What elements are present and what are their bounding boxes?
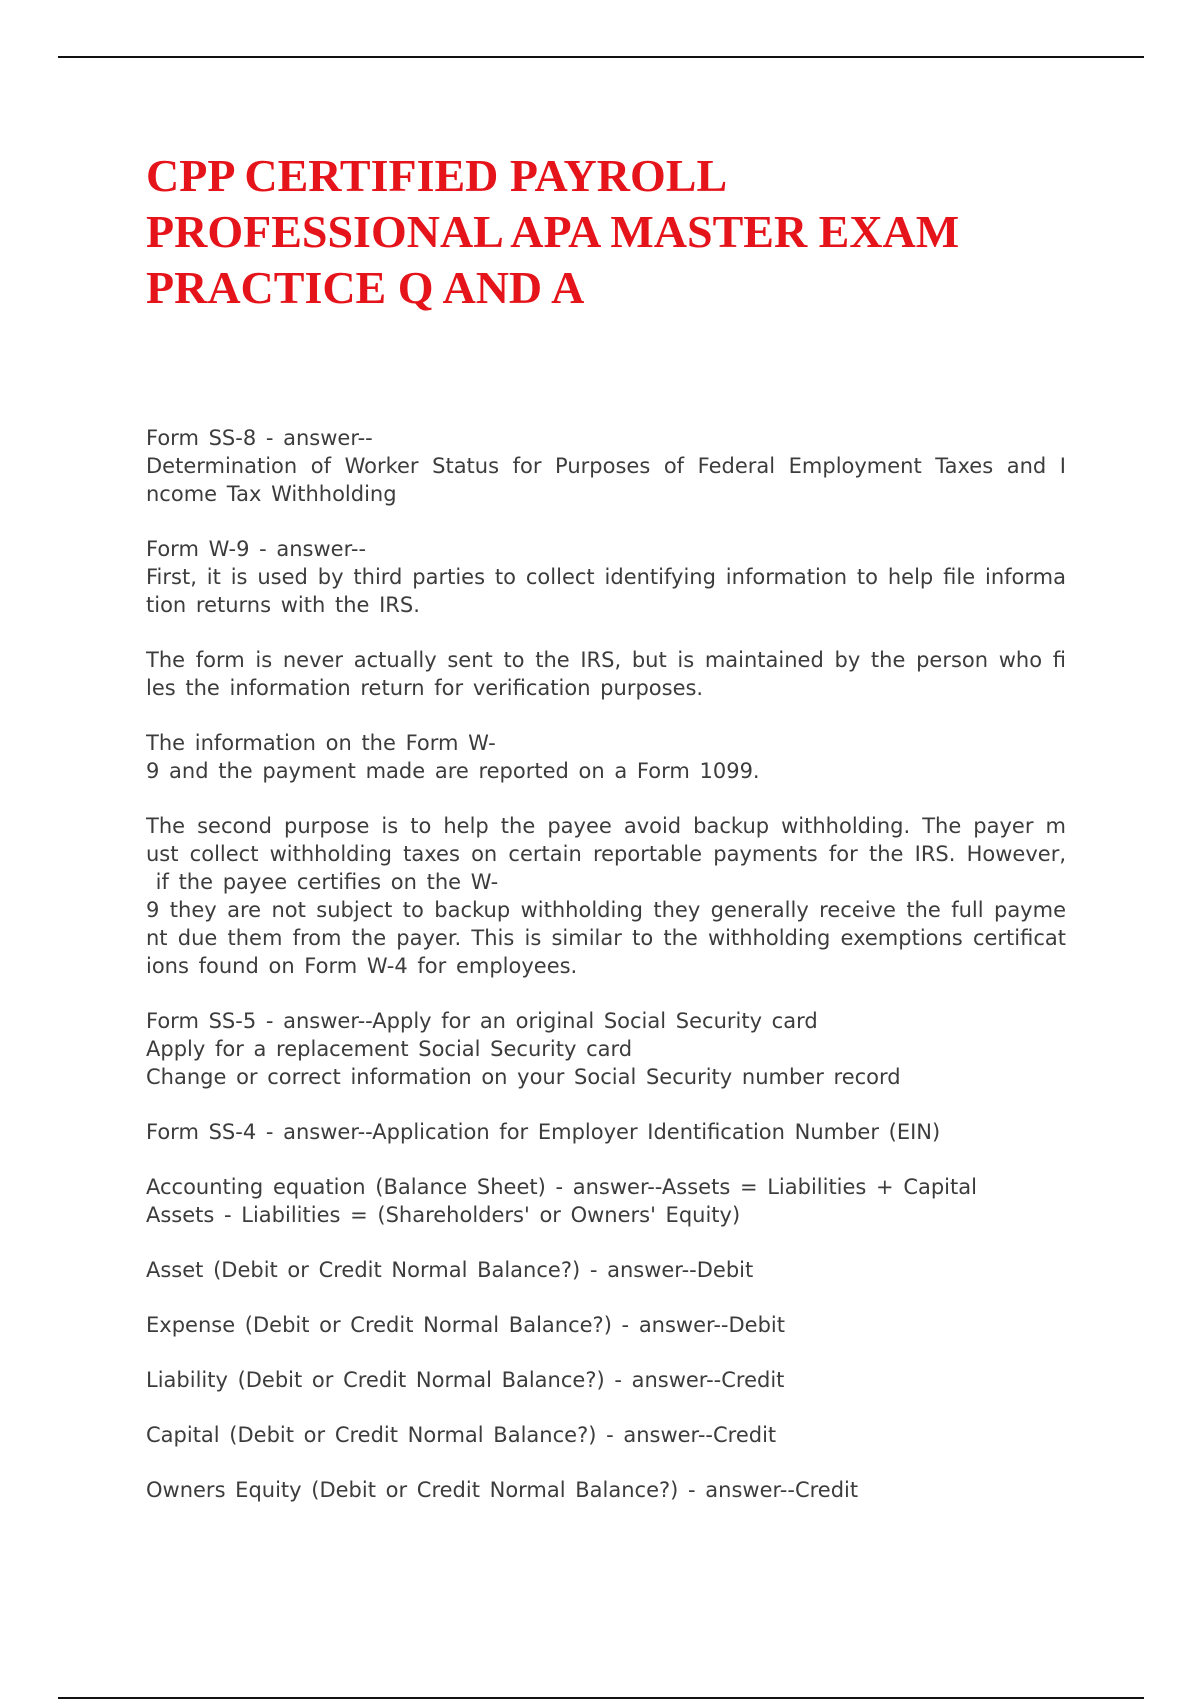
bottom-rule xyxy=(58,1697,1144,1699)
title-line: CPP CERTIFIED PAYROLL xyxy=(146,150,728,201)
text-line: Owners Equity (Debit or Credit Normal Balance?) - answer--Credit xyxy=(146,1478,859,1502)
text-line: The information on the Form W- xyxy=(146,731,496,755)
text-line: The second purpose is to help the payee avoid backup withholding. The payer m xyxy=(146,814,1066,838)
text-line: 9 and the payment made are reported on a Form 1099. xyxy=(146,759,760,783)
text-line: Capital (Debit or Credit Normal Balance?) - answer--Credit xyxy=(146,1423,777,1447)
text-line: ust collect withholding taxes on certain reportable payments for the IRS. However, xyxy=(146,842,1066,866)
text-line: First, it is used by third parties to collect identifying information to help file informa xyxy=(146,565,1066,589)
text-line: ions found on Form W-4 for employees. xyxy=(146,954,578,978)
text-line: Liability (Debit or Credit Normal Balance?) - answer--Credit xyxy=(146,1368,785,1392)
text-line: Form SS-5 - answer--Apply for an original Social Security card xyxy=(146,1009,818,1033)
text-line: Determination of Worker Status for Purposes of Federal Employment Taxes and I xyxy=(146,454,1066,478)
text-line: ncome Tax Withholding xyxy=(146,482,397,506)
text-line: Form SS-8 - answer-- xyxy=(146,426,373,450)
qa-list xyxy=(146,424,1066,1531)
qa-item-form-ss-5 xyxy=(146,1007,1066,1091)
text-line: tion returns with the IRS. xyxy=(146,593,420,617)
text-line: Apply for a replacement Social Security card xyxy=(146,1037,633,1061)
title-line: PROFESSIONAL APA MASTER EXAM xyxy=(146,206,960,257)
text-line: The form is never actually sent to the IRS, but is maintained by the person who fi xyxy=(146,648,1066,672)
text-line: Assets - Liabilities = (Shareholders' or Owners' Equity) xyxy=(146,1203,741,1227)
qa-item-w-9-reporting xyxy=(146,729,1066,785)
qa-item-liability xyxy=(146,1366,1066,1394)
text-line: Accounting equation (Balance Sheet) - answer--Assets = Liabilities + Capital xyxy=(146,1175,977,1199)
qa-item-asset xyxy=(146,1256,1066,1284)
text-line: if the payee certifies on the W- xyxy=(146,870,499,894)
qa-item-owners-equity xyxy=(146,1476,1066,1504)
qa-item-form-w-9 xyxy=(146,535,1066,619)
text-line: Asset (Debit or Credit Normal Balance?) - answer--Debit xyxy=(146,1258,754,1282)
qa-item-form-ss-4 xyxy=(146,1118,1066,1146)
top-rule xyxy=(58,56,1144,58)
qa-item-capital xyxy=(146,1421,1066,1449)
text-line: Form SS-4 - answer--Application for Employer Identification Number (EIN) xyxy=(146,1120,941,1144)
text-line: Change or correct information on your Social Security number record xyxy=(146,1065,901,1089)
title-line: PRACTICE Q AND A xyxy=(146,262,585,313)
qa-item-w-9-not-sent xyxy=(146,646,1066,702)
qa-item-form-ss-8 xyxy=(146,424,1066,508)
text-line: nt due them from the payer. This is similar to the withholding exemptions certificat xyxy=(146,926,1066,950)
qa-item-w-9-backup-withholding xyxy=(146,812,1066,980)
document-title xyxy=(146,148,1066,316)
text-line: 9 they are not subject to backup withholding they generally receive the full payme xyxy=(146,898,1066,922)
qa-item-expense xyxy=(146,1311,1066,1339)
text-line: Expense (Debit or Credit Normal Balance?) - answer--Debit xyxy=(146,1313,785,1337)
text-line: Form W-9 - answer-- xyxy=(146,537,367,561)
text-line: les the information return for verification purposes. xyxy=(146,676,704,700)
qa-item-accounting-equation xyxy=(146,1173,1066,1229)
